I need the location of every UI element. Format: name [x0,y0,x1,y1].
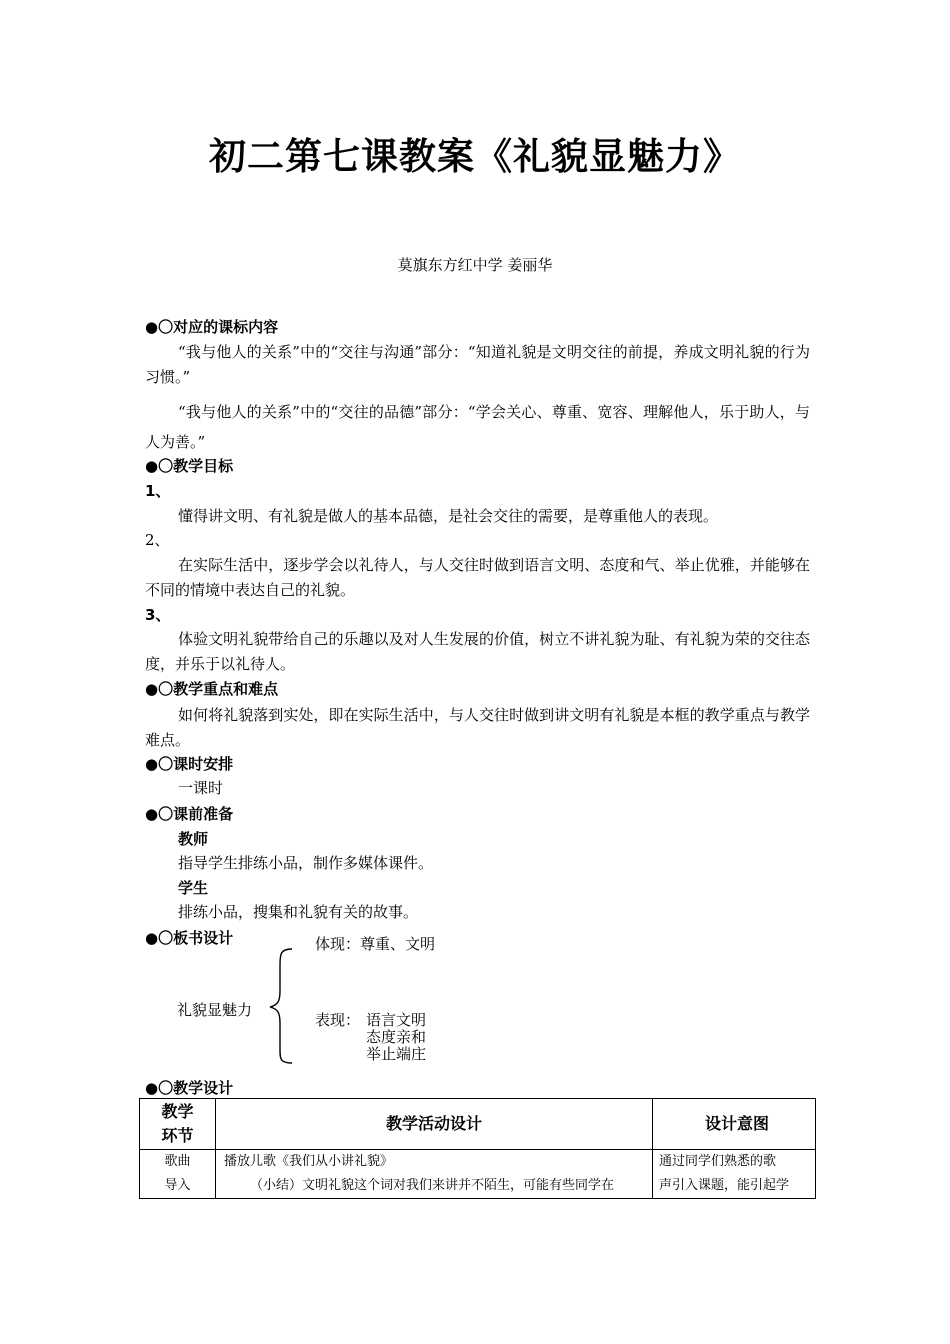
goal-text-1: 懂得讲文明、有礼貌是做人的基本品德，是社会交往的需要，是尊重他人的表现。 [178,507,719,525]
student-label: 学生 [178,879,209,897]
heading-curriculum: ●〇对应的课标内容 [145,318,279,336]
schedule-text: 一课时 [178,779,224,797]
goal-number-3: 3、 [145,606,171,624]
document-title: 初二第七课教案《礼貌显魅力》 [209,135,741,178]
board-branch-2-item-1: 语言文明 [366,1011,427,1029]
table-row [140,1150,816,1199]
header-stage-line-2: 环节 [161,1126,194,1145]
header-stage [140,1099,216,1150]
header-stage-line-1: 教学 [161,1102,194,1121]
board-branch-2-item-3: 举止端庄 [366,1045,427,1063]
cell-intent [653,1150,816,1199]
heading-schedule: ●〇课时安排 [145,755,234,773]
board-branch-2-item-2: 态度亲和 [366,1028,427,1046]
board-branch-1: 体现：尊重、文明 [315,935,436,953]
heading-goals: ●〇教学目标 [145,457,234,475]
goal-number-2: 2、 [145,531,170,549]
heading-design: ●〇教学设计 [145,1079,234,1097]
activity-line-1: 播放儿歌《我们从小讲礼貌》 [224,1154,394,1169]
teaching-design-table [139,1098,816,1199]
teacher-text: 指导学生排练小品，制作多媒体课件。 [178,854,434,872]
table-header-row [140,1099,816,1150]
cell-activity [216,1150,653,1199]
goal-text-3: 体验文明礼貌带给自己的乐趣以及对人生发展的价值，树立不讲礼貌为耻、有礼貌为荣的交往态度，并乐于以礼待人。 [145,630,810,673]
curriculum-paragraph-1: “我与他人的关系”中的“交往与沟通”部分：“知道礼貌是文明交往的前提，养成文明礼貌的行为习惯。” [145,343,810,386]
header-activity: 教学活动设计 [216,1099,653,1150]
heading-preparation: ●〇课前准备 [145,805,234,823]
teacher-label: 教师 [178,830,209,848]
author-line: 莫旗东方红中学 姜丽华 [397,256,553,274]
board-center: 礼貌显魅力 [177,1001,253,1019]
intent-line-2: 声引入课题，能引起学 [659,1178,790,1193]
intent-line-1: 通过同学们熟悉的歌 [659,1154,777,1169]
curriculum-paragraph-2: “我与他人的关系”中的“交往的品德”部分：“学会关心、尊重、宽容、理解他人，乐于助人，与人为善。” [145,403,810,451]
stage-line-2: 导入 [164,1178,191,1193]
board-branch-2-label: 表现： [315,1011,361,1029]
keypoints-text: 如何将礼貌落到实处，即在实际生活中，与人交往时做到讲文明有礼貌是本框的教学重点与教学难点。 [145,706,810,749]
goal-number-1: 1、 [145,482,171,500]
cell-stage [140,1150,216,1199]
student-text: 排练小品，搜集和礼貌有关的故事。 [178,903,419,921]
goal-text-2: 在实际生活中，逐步学会以礼待人，与人交往时做到语言文明、态度和气、举止优雅，并能够在不同的情境中表达自己的礼貌。 [145,556,810,599]
heading-keypoints: ●〇教学重点和难点 [145,680,279,698]
activity-line-2: （小结）文明礼貌这个词对我们来讲并不陌生，可能有些同学在 [250,1178,615,1193]
header-intent: 设计意图 [653,1099,816,1150]
heading-board: ●〇板书设计 [145,929,234,947]
stage-line-1: 歌曲 [164,1154,191,1169]
curly-brace-icon [266,947,296,1065]
